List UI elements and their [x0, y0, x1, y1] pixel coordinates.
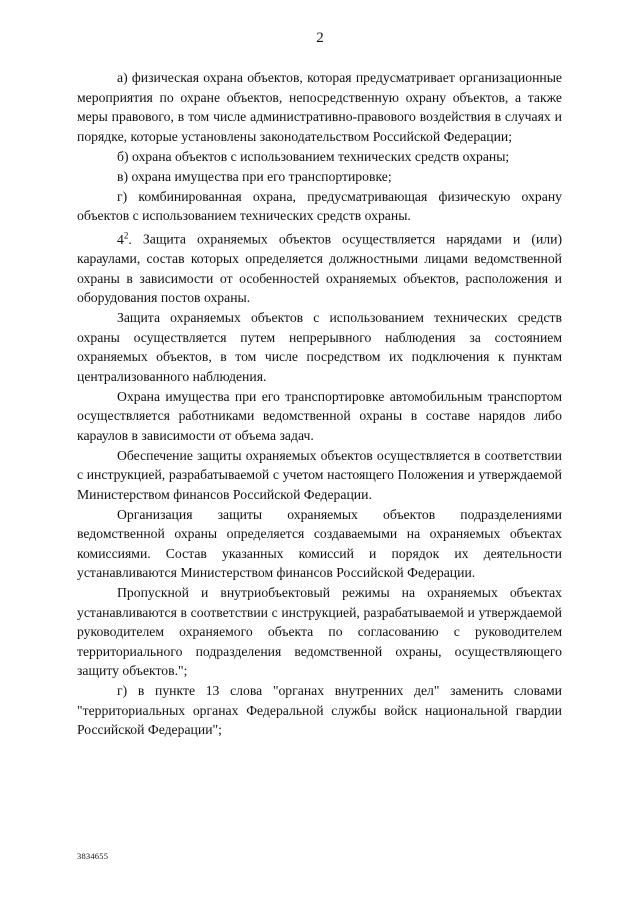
paragraph-section-4-2: [77, 226, 562, 308]
paragraph-item-13: г) в пункте 13 слова "органах внутренних дел" заменить словами "территориальных органах Федеральной службы войск национальной гвардии Российской Федерации";: [77, 683, 562, 738]
paragraph-access-regime: Пропускной и внутриобъектовый режимы на охраняемых объектах устанавливаются в соответствии с инструкцией, разрабатываемой и утверждаемой руководителем охраняемого объекта по согласованию с руководителем территориального подразделения ведомственной охраны, осуществляющего защиту объектов.";: [77, 585, 562, 679]
section-text: Защита охраняемых объектов осуществляется нарядами и (или) караулами, состав которых определяется должностными лицами ведомственной охраны в зависимости от особенностей охраняемых объектов, расположения и оборудования постов охраны.: [77, 231, 563, 306]
paragraph-combined-guard: г) комбинированная охрана, предусматривающая физическую охрану объектов с использованием технических средств охраны.: [77, 188, 562, 223]
page-number: 2: [316, 30, 324, 46]
document-id: 3834655: [77, 851, 109, 861]
paragraph-transport-guard: в) охрана имущества при его транспортировке;: [117, 168, 392, 184]
paragraph-technical-protection: Защита охраняемых объектов с использованием технических средств охраны осуществляется путем непрерывного наблюдения за состоянием охраняемых объектов, в том числе посредством их подключения к пунктам централизованного наблюдения.: [77, 310, 562, 384]
paragraph-physical-guard: а) физическая охрана объектов, которая предусматривает организационные мероприятия по охране объектов, непосредственную охрану объектов, а также меры правового, в том числе административно-правового воздействия в случаях и порядке, которые установлены законодательством Российской Федерации;: [77, 70, 562, 144]
paragraph-technical-means: б) охрана объектов с использованием технических средств охраны;: [117, 148, 510, 164]
paragraph-transport-protection: Охрана имущества при его транспортировке автомобильным транспортом осуществляется работниками ведомственной охраны в составе нарядов либо караулов в зависимости от объема задач.: [77, 388, 562, 443]
paragraph-instruction: Обеспечение защиты охраняемых объектов осуществляется в соответствии с инструкцией, разрабатываемой с учетом настоящего Положения и утверждаемой Министерством финансов Российской Федерации.: [77, 447, 562, 502]
paragraph-commissions: Организация защиты охраняемых объектов подразделениями ведомственной охраны определяется создаваемыми на охраняемых объектах комиссиями. Состав указанных комиссий и порядок их деятельности устанавливаются Министерством финансов Российской Федерации.: [77, 506, 562, 581]
document-body: [77, 68, 562, 740]
section-number: $4^2$.: [117, 230, 132, 247]
section-superscript: 2: [123, 230, 129, 240]
